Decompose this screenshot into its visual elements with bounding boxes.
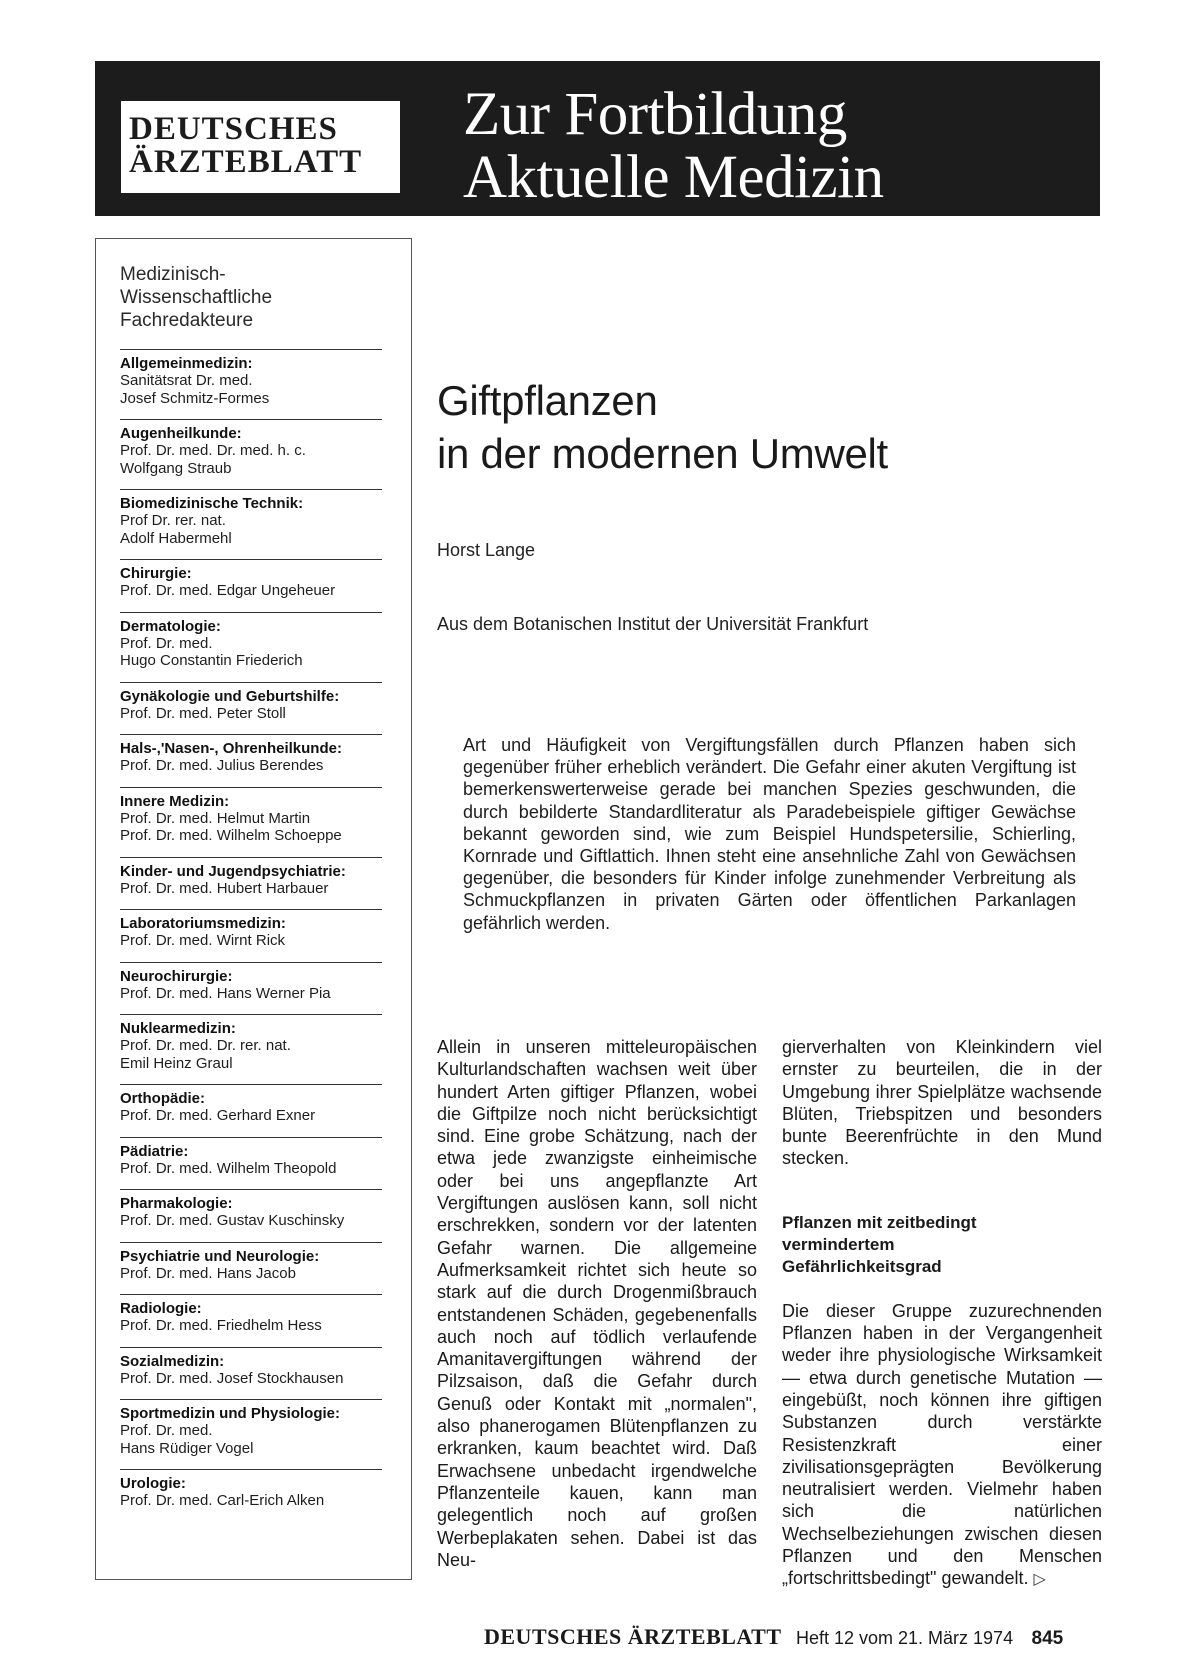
sidebar-heading: Medizinisch- Wissenschaftliche Fachredakteure — [120, 264, 273, 331]
editor-name: Sanitätsrat Dr. med. — [120, 372, 253, 389]
editor-name: Prof. Dr. med. Hans Werner Pia — [120, 984, 331, 1002]
editor-specialty: Orthopädie: — [120, 1090, 205, 1107]
editor-entry — [120, 1353, 400, 1388]
sidebar-divider — [120, 1242, 382, 1243]
sidebar-divider — [120, 1399, 382, 1400]
footer-journal: DEUTSCHES ÄRZTEBLATT — [484, 1624, 782, 1649]
editor-name: Adolf Habermehl — [120, 529, 232, 547]
editor-name: Prof. Dr. med. Helmut Martin — [120, 809, 311, 827]
editor-entry — [120, 618, 400, 670]
article-title-line-2: in der modernen Umwelt — [437, 430, 888, 477]
editor-specialty: Urologie: — [120, 1475, 186, 1492]
editor-name: Prof. Dr. med. Dr. med. h. c. — [120, 442, 306, 459]
editor-specialty: Kinder- und Jugendpsychiatrie: — [120, 862, 346, 880]
editor-name: Prof. Dr. med. Gerhard Exner — [120, 1107, 316, 1124]
editor-entry — [120, 688, 400, 723]
editor-specialty: Gynäkologie und Geburtshilfe: — [120, 687, 340, 705]
sidebar-divider — [120, 857, 382, 858]
editor-name: Prof. Dr. med. — [120, 1422, 213, 1439]
sidebar-divider — [120, 787, 382, 788]
editor-specialty: Sportmedizin und Physiologie: — [120, 1405, 341, 1422]
footer-issue: Heft 12 vom 21. März 1974 — [795, 1628, 1014, 1648]
page-number: 845 — [1031, 1628, 1064, 1649]
editor-entry — [120, 968, 400, 1003]
sidebar-divider — [120, 1469, 382, 1470]
editor-name: Prof. Dr. med. Julius Berendes — [120, 757, 324, 774]
editor-specialty: Chirurgie: — [120, 565, 192, 582]
sidebar-divider — [120, 1189, 382, 1190]
editor-name: Prof. Dr. med. Edgar Ungeheuer — [120, 582, 336, 599]
editor-name: Prof. Dr. med. Wirnt Rick — [120, 932, 286, 949]
editor-specialty: Sozialmedizin: — [120, 1352, 225, 1370]
article-title — [437, 374, 888, 480]
editor-name: Prof. Dr. med. Hans Jacob — [120, 1264, 296, 1282]
editor-name: Prof. Dr. med. Peter Stoll — [120, 704, 286, 722]
sidebar-divider — [120, 1137, 382, 1138]
editor-name: Prof. Dr. med. Hubert Harbauer — [120, 879, 329, 897]
sidebar-divider — [120, 612, 382, 613]
editor-name: Prof. Dr. med. Wilhelm Theopold — [120, 1159, 337, 1177]
section-title-line-1: Zur Fortbildung — [463, 81, 847, 148]
sidebar-divider — [120, 909, 382, 910]
editor-entry — [120, 1020, 400, 1072]
article-author: Horst Lange — [437, 540, 536, 560]
editor-specialty: Augenheilkunde: — [120, 425, 242, 442]
editor-name: Wolfgang Straub — [120, 459, 232, 477]
editor-name: Hans Rüdiger Vogel — [120, 1439, 254, 1457]
sidebar-divider — [120, 734, 382, 735]
editor-name: Prof Dr. rer. nat. — [120, 512, 226, 529]
editor-entry — [120, 425, 400, 477]
body-paragraph: Allein in unseren mitteleuropäischen Kulturlandschaften wachsen weit über hundert Arten giftiger Pflanzen, wobei die Giftpilze noch nicht berücksichtigt sind. Eine grobe Schätzung, nach der etwa jede zwanzigste einheimische oder bei uns angepflanzte Art Vergiftungen auslösen kann, soll nicht erschrekken, sondern vor der latenten Gefahr warnen. Die allgemeine Aufmerksamkeit richtet sich heute so stark auf die durch Drogenmißbrauch entstandenen Schäden, gegebenenfalls auch noch auf tödlich verlaufende Amanitavergiftungen während der Pilzsaison, daß die Gefahr durch Genuß oder Kontakt mit „normalen", also phanerogamen Blütenpflanzen zu erkranken, kaum beachtet wird. Daß Erwachsene unbedacht irgendwelche Pflanzenteile kauen, kann man gelegentlich noch auf großen Werbeplakaten sehen. Dabei ist das Neu- — [437, 1037, 757, 1570]
editor-name: Prof. Dr. med. Gustav Kuschinsky — [120, 1212, 345, 1229]
editor-specialty: Nuklearmedizin: — [120, 1020, 236, 1037]
article-affiliation: Aus dem Botanischen Institut der Universität Frankfurt — [437, 614, 869, 634]
editor-entry — [120, 1475, 400, 1510]
sidebar-divider — [120, 1294, 382, 1295]
editor-entry — [120, 863, 400, 898]
sidebar-divider — [120, 962, 382, 963]
editor-entry — [120, 565, 400, 600]
section-heading: Pflanzen mit zeitbedingt vermindertem Gefährlichkeitsgrad — [782, 1212, 977, 1276]
editor-entry — [120, 915, 400, 950]
editor-name: Prof. Dr. med. — [120, 634, 213, 652]
masthead — [95, 61, 1100, 216]
body-paragraph — [782, 1300, 1102, 1592]
editor-name: Prof. Dr. med. Wilhelm Schoeppe — [120, 827, 342, 844]
page-footer — [484, 1624, 1063, 1650]
editor-entry — [120, 1248, 400, 1283]
sidebar-divider — [120, 489, 382, 490]
editor-entry — [120, 1195, 400, 1230]
editor-specialty: Biomedizinische Technik: — [120, 495, 304, 512]
editor-specialty: Radiologie: — [120, 1300, 202, 1317]
editor-specialty: Allgemeinmedizin: — [120, 355, 253, 372]
editor-entry — [120, 1300, 400, 1335]
editor-specialty: Laboratoriumsmedizin: — [120, 915, 286, 932]
article-title-line-1: Giftpflanzen — [437, 377, 658, 424]
editor-entry — [120, 1405, 400, 1457]
editor-specialty: Pädiatrie: — [120, 1142, 189, 1160]
editor-specialty: Hals-,'Nasen-, Ohrenheilkunde: — [120, 740, 342, 757]
sidebar-divider — [120, 419, 382, 420]
editor-entry — [120, 1143, 400, 1178]
editor-specialty: Dermatologie: — [120, 617, 221, 635]
sidebar-divider — [120, 1014, 382, 1015]
editor-name: Prof. Dr. med. Josef Stockhausen — [120, 1369, 344, 1387]
editor-name: Emil Heinz Graul — [120, 1054, 233, 1072]
editor-name: Prof. Dr. med. Dr. rer. nat. — [120, 1037, 291, 1054]
editor-specialty: Innere Medizin: — [120, 792, 230, 810]
editor-specialty: Psychiatrie und Neurologie: — [120, 1247, 320, 1265]
editors-sidebar — [95, 238, 412, 1580]
editor-name: Prof. Dr. med. Carl-Erich Alken — [120, 1492, 325, 1509]
sidebar-divider — [120, 1084, 382, 1085]
editor-entry — [120, 495, 400, 547]
body-paragraph-text: Die dieser Gruppe zuzurechnenden Pflanzen haben in der Vergangenheit weder ihre physiologische Wirksamkeit — etwa durch genetische Mutation — eingebüßt, noch können ihre giftigen Substanzen durch verstärkte Resistenzkraft einer zivilisationsgeprägten Bevölkerung neutralisiert werden. Vielmehr haben sich die natürlichen Wechselbeziehungen zwischen diesen Pflanzen und den Menschen „fortschrittsbedingt" gewandelt. — [782, 1300, 1102, 1589]
article-abstract: Art und Häufigkeit von Vergiftungsfällen durch Pflanzen haben sich gegenüber früher erheblich verändert. Die Gefahr einer akuten Vergiftung ist bemerkenswerterweise gerade bei manchen Spezies geschwunden, die durch bebilderte Standardliteratur als Paradebeispiele giftiger Gewächse bekannt geworden sind, wie zum Beispiel Hundspetersilie, Schierling, Kornrade und Giftlattich. Ihnen steht eine ansehnliche Zahl von Gewächsen gegenüber, die besonders für Kinder infolge zunehmender Verbreitung als Schmuckpflanzen in privaten Gärten oder öffentlichen Parkanlagen gefährlich werden. — [463, 735, 1076, 933]
logo-line-1: DEUTSCHES — [129, 111, 338, 147]
body-column-1 — [437, 1036, 757, 1571]
sidebar-divider — [120, 682, 382, 683]
editor-entry — [120, 793, 400, 845]
editor-entry — [120, 1090, 400, 1125]
editor-specialty: Pharmakologie: — [120, 1195, 233, 1212]
body-paragraph: gierverhalten von Kleinkindern viel ernster zu beurteilen, die in der Umgebung ihrer Spielplätze wachsende Blüten, Triebspitzen und besonders bunte Beerenfrüchte in den Mund stecken. — [782, 1037, 1102, 1169]
editor-entry — [120, 740, 400, 775]
journal-logo — [119, 99, 402, 195]
continue-arrow-icon: ▷ — [1033, 1571, 1046, 1589]
sidebar-divider — [120, 1347, 382, 1348]
body-column-2 — [782, 1036, 1102, 1592]
logo-line-2: ÄRZTEBLATT — [129, 144, 363, 180]
sidebar-divider — [120, 559, 382, 560]
editor-name: Prof. Dr. med. Friedhelm Hess — [120, 1317, 322, 1334]
editor-name: Josef Schmitz-Formes — [120, 389, 270, 407]
editor-entry — [120, 355, 400, 407]
editor-name: Hugo Constantin Friederich — [120, 652, 303, 669]
editor-specialty: Neurochirurgie: — [120, 967, 233, 985]
sidebar-divider — [120, 349, 382, 350]
section-title-line-2: Aktuelle Medizin — [463, 144, 884, 211]
